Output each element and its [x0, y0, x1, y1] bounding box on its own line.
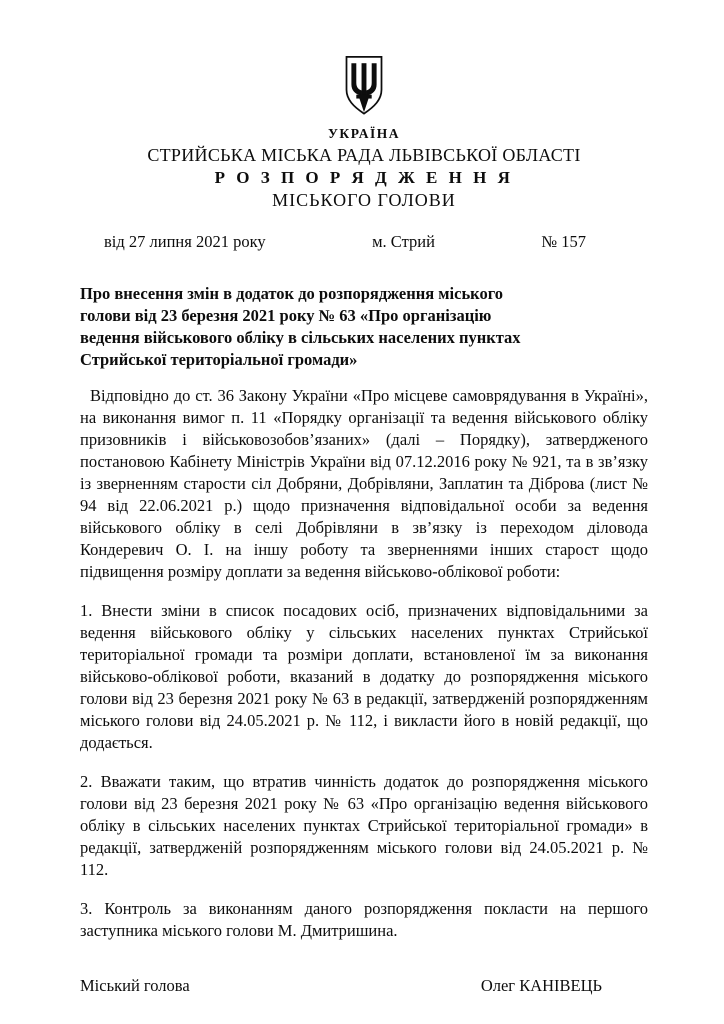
document-type-title: Р О З П О Р Я Д Ж Е Н Н Я	[214, 168, 514, 187]
subject-line: ведення військового обліку в сільських населених пунктах	[80, 328, 521, 347]
subject-line: Про внесення змін в додаток до розпорядження міського	[80, 284, 504, 303]
document-date: від 27 липня 2021 року	[104, 232, 266, 251]
order-item-2: 2. Вважати таким, що втратив чинність додаток до розпорядження міського голови від 23 березня 2021 року № 63 «Про організацію ведення військового обліку в сільських населених пунктах Стрийської територіальної громади» в редакції, затвердженій розпорядженням міського голови від 24.05.2021 р. № 112.	[80, 772, 648, 879]
order-item-1: 1. Внести зміни в список посадових осіб, призначених відповідальними за ведення військового обліку у сільських населених пунктах Стрийської територіальної громади та розміри доплати, встановленої їм за виконання військово-облікової роботи, вказаний в додатку до розпорядження міського голови від 23 березня 2021 року № 63 в редакції, затвердженій розпорядженням міського голови від 24.05.2021 р. № 112, і викласти його в новій редакції, що додається.	[80, 601, 648, 752]
dateline-row	[80, 232, 648, 252]
subject-line: Стрийської територіальної громади»	[80, 350, 358, 369]
document-place: м. Стрий	[372, 232, 435, 251]
document-header	[80, 54, 648, 211]
subject-block	[80, 283, 648, 371]
document-subtype-title: МІСЬКОГО ГОЛОВИ	[272, 190, 456, 210]
signature-row	[80, 976, 648, 996]
order-item-3: 3. Контроль за виконанням даного розпорядження покласти на першого заступника міського голови М. Дмитришина.	[80, 899, 648, 940]
preamble-paragraph: Відповідно до ст. 36 Закону України «Про місцеве самоврядування в Україні», на виконання вимог п. 11 «Порядку організації та ведення військового обліку призовників і військовозобов’язаних» (далі – Порядку), затвердженого постановою Кабінету Міністрів України від 07.12.2016 року № 921, та в зв’язку із зверненням старости сіл Добряни, Добрівляни, Заплатин та Діброва (лист № 94 від 22.06.2021 р.) щодо призначення відповідальної особи за ведення військового обліку в селі Добрівляни в зв’язку із переходом діловода Кондеревич О. І. на іншу роботу та зверненнями інших старост щодо підвищення розміру доплати за ведення військово-облікової роботи:	[80, 386, 648, 581]
country-label: УКРАЇНА	[328, 126, 400, 141]
ukraine-trident-emblem-icon	[343, 54, 385, 120]
signer-name: Олег КАНІВЕЦЬ	[480, 976, 602, 995]
organization-name: СТРИЙСЬКА МІСЬКА РАДА ЛЬВІВСЬКОЇ ОБЛАСТІ	[147, 145, 581, 165]
signer-title: Міський голова	[80, 976, 190, 995]
document-number: № 157	[541, 232, 586, 251]
subject-line: голови від 23 березня 2021 року № 63 «Про організацію	[80, 306, 492, 325]
